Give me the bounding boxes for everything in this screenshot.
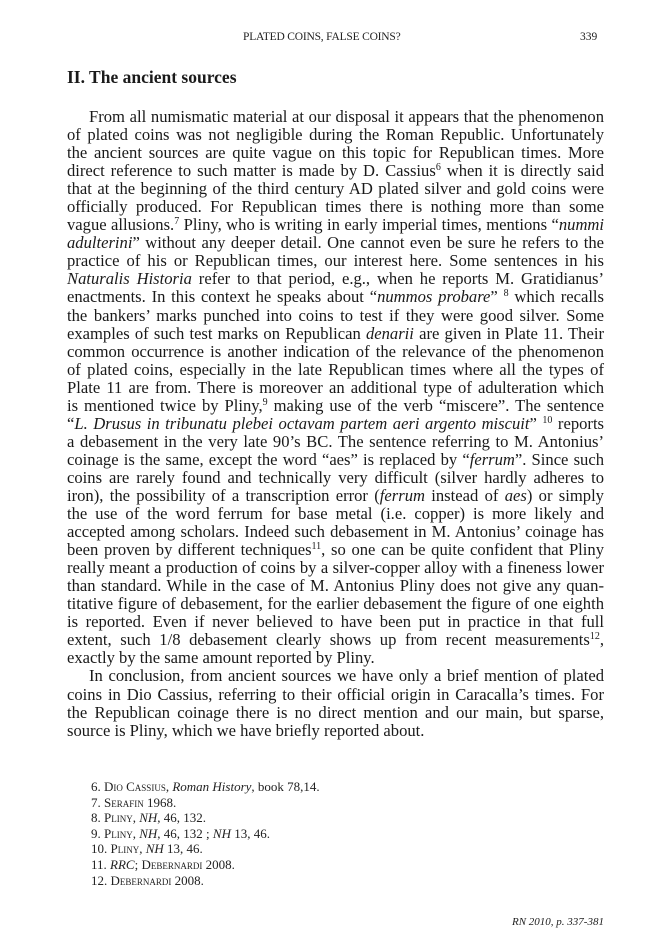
body-line [67,288,604,306]
footnote [91,857,320,873]
body-line [67,216,604,234]
text-segment: vague allusions. [67,215,175,235]
body-line [67,469,604,487]
italic-text: ferrum [469,449,515,469]
text-segment: 7. [91,794,104,810]
text-segment: , [599,630,604,650]
text-segment: ) or simply [526,485,604,505]
body-line [67,667,604,685]
text-segment: 13, 46. [230,825,270,841]
footnote-ref: 6 [435,162,441,174]
italic-text: nummi [558,215,605,235]
text-segment: From all numismatic material at our disposal it appears that the phenomenon [89,107,604,126]
text-segment: coins in Dio Cassius, referring to their official origin in Caracalla’s times. For [67,684,604,704]
text-segment: a debasement in the very late 90’s BC. The sentence referring to M. Antonius’ [67,431,604,451]
footnote [91,873,320,889]
text-segment: Plate 11 are from. There is moreover an additional type of adulteration which [67,377,604,397]
text-segment: coins are rarely found and technically very difficult (silver hardly adheres to [67,467,604,487]
body-line [67,343,604,361]
text-segment: the Republican coinage there is no direct mention and our main, but sparse, [67,702,604,722]
text-segment: that at the beginning of the third century AD plated silver and gold coins were [67,179,604,199]
text-segment: 8. [91,810,104,826]
text-segment: , [132,825,140,841]
text-segment: refer to that period, e.g., when he reports M. Gratidianus’ [191,269,604,289]
footnote-ref: 12 [589,631,600,643]
text-segment: ”. Since such [514,449,605,469]
text-segment: ” [490,287,504,307]
text-segment: 10. [91,841,111,857]
text-segment: direct reference to such matter is made by D. Cassius [67,161,436,181]
footnote-ref: 11 [311,541,322,553]
italic-text: aes [504,485,527,505]
body-line [67,505,604,523]
body-line [67,415,604,433]
author-name: Pliny [104,825,133,841]
body-line [67,577,604,595]
italic-text: ferrum [379,485,425,505]
text-segment: 9. [91,825,104,841]
author-name: Debernardi [110,872,172,888]
body-line [67,108,604,126]
body-line [67,234,604,252]
body-line [67,270,604,288]
author-name: Dio Cassius [104,779,166,794]
footnote-ref: 10 [542,414,553,426]
body-line [67,397,604,415]
footnote [91,826,320,842]
text-segment: , [139,841,146,857]
text-segment: , [132,810,140,826]
text-segment: ” [529,413,543,433]
text-segment: examples of such test marks on Republican [67,323,366,343]
text-segment: accepted among scholars. Indeed such debasement in M. Antonius’ coinage has [67,522,604,542]
body-line [67,595,604,613]
body-line [67,631,604,649]
body-line [67,487,604,505]
text-segment: , [165,779,173,794]
text-segment: , 46, 132 ; [157,825,213,841]
text-segment: In conclusion, from ancient sources we have only a brief mention of plated [89,666,604,686]
italic-text: NH [212,825,231,841]
italic-text: NH [145,841,164,857]
body-line [67,523,604,541]
body-line [67,325,604,343]
footnotes [91,779,320,888]
footnote [91,779,320,795]
text-segment: 2008. [202,856,235,872]
text-segment: titative figure of debasement, for the earlier debasement the figure of one eighth [67,594,604,614]
text-segment: is mentioned twice by Pliny, [67,395,263,415]
footnote [91,795,320,811]
body-line [67,180,604,198]
text-segment: reports [552,413,605,433]
text-segment: exactly by the same amount reported by Pliny. [67,648,375,668]
footnote-ref: 9 [262,396,268,408]
text-segment: common occurrence is another indication of the relevance of the phenomenon [67,341,604,361]
text-segment: officially produced. For Republican times there is nothing more than some [67,197,604,217]
body-line [67,704,604,722]
text-segment: coinage is the same, except the word “aes” is replaced by “ [67,449,470,469]
italic-text: nummos probare [377,287,491,307]
text-segment: source is Pliny, which we have briefly reported about. [67,720,425,740]
text-segment: , so one can be quite confident that Pliny [321,540,604,560]
body-line [67,144,604,162]
text-segment: 12. [91,872,111,888]
body-line [67,451,604,469]
text-segment: 6. [91,779,104,794]
text-segment: ; [134,856,142,872]
running-head-title: PLATED COINS, FALSE COINS? [243,31,401,43]
body-line [67,198,604,216]
text-segment: of plated coins, especially in the late Republican times where all the types of [67,359,604,379]
text-segment: iron), the possibility of a transcription error ( [67,485,380,505]
text-segment: making use of the verb “miscere”. The sentence [267,395,604,415]
body-line [67,686,604,704]
footnote-ref: 7 [174,216,180,228]
body-line [67,649,604,667]
italic-text: RRC [110,856,135,872]
body-line [67,307,604,325]
italic-text: NH [139,810,158,826]
text-segment: , book 78,14. [251,779,320,794]
text-segment: , 46, 132. [157,810,207,826]
text-segment: enactments. In this context he speaks about “ [67,287,378,307]
text-segment: when it is directly said [440,161,604,181]
body-line [67,361,604,379]
text-segment: practice of his or Republican times, our interest here. Some sentences in his [67,251,604,271]
journal-reference: RN 2010, p. 337-381 [512,916,604,928]
italic-text: L. Drusus in tribunatu plebei octavam partem aeri argento miscuit [74,413,530,433]
body-line [67,252,604,270]
italic-text: adulterini [67,233,133,253]
text-segment: instead of [424,485,505,505]
body-line [67,722,604,740]
body-line [67,126,604,144]
text-segment: of plated coins was not negligible during the Roman Republic. Unfortunately [67,125,604,145]
text-segment: are given in Plate 11. Their [413,323,604,343]
text-segment: been proven by different techniques [67,540,312,560]
body-line [67,162,604,180]
text-segment: 2008. [171,872,204,888]
text-segment: the bankers’ marks punched into coins to test if they were good silver. Some [67,305,604,325]
text-segment: the use of the word ferrum for base metal (i.e. copper) is more likely and [67,504,604,524]
body-line [67,559,604,577]
text-segment: 13, 46. [163,841,203,857]
section-title: II. The ancient sources [67,67,237,87]
text-segment: really meant a production of coins by a silver-copper alloy with a fineness lower [67,558,604,578]
italic-text: denarii [365,323,414,343]
text-segment: “ [67,413,75,433]
body-line [67,433,604,451]
text-segment: the ancient sources are quite vague on this topic for Republican times. More [67,143,604,163]
footnote [91,810,320,826]
footnote [91,841,320,857]
body-text [67,108,604,740]
text-segment: Pliny, who is writing in early imperial times, mentions “ [179,215,559,235]
author-name: Serafin [104,794,144,810]
text-segment: which recalls [508,287,605,307]
text-segment: 1968. [143,794,177,810]
author-name: Pliny [110,841,140,857]
text-segment: extent, such 1/8 debasement clearly shows up from recent measurements [67,630,590,650]
body-line [67,541,604,559]
body-line [67,379,604,397]
text-segment: 11. [91,856,111,872]
italic-text: Roman History [172,779,252,794]
footnote-ref: 8 [503,288,509,300]
text-segment: is reported. Even if never believed to have been put in practice in that full [67,612,604,632]
body-line [67,613,604,631]
author-name: Debernardi [141,856,203,872]
text-segment: than standard. While in the case of M. Antonius Pliny does not give any quan- [67,576,604,596]
text-segment: ” without any deeper detail. One cannot even be sure he refers to the [132,233,604,253]
author-name: Pliny [104,810,133,826]
italic-text: NH [139,825,158,841]
italic-text: Naturalis Historia [67,269,192,289]
page-number: 339 [580,31,598,43]
